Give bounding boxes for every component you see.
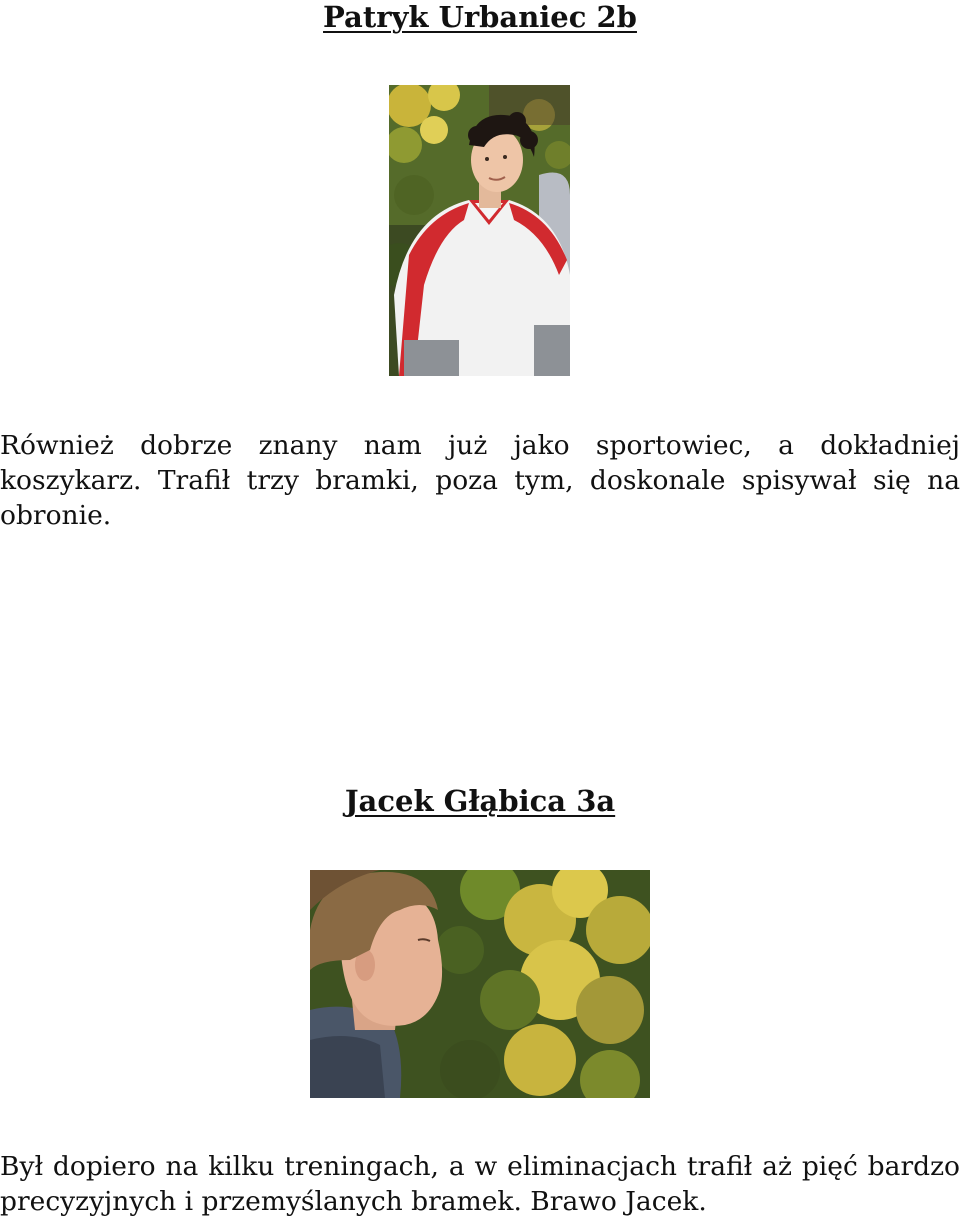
section-text-jacek: Był dopiero na kilku treningach, a w eliminacjach trafił aż pięć bardzo precyzyjnych i przemyślanych bramek. Brawo Jacek. [0, 1151, 960, 1217]
section-text-patryk: Również dobrze znany nam już jako sportowiec, a dokładniej koszykarz. Trafił trzy bramki, poza tym, doskonale spisywał się na obronie. [0, 430, 960, 531]
section-title-jacek: Jacek Głąbica 3a [344, 784, 616, 818]
section-title-patryk: Patryk Urbaniec 2b [323, 0, 637, 34]
photo-jacek-glabica [310, 870, 650, 1098]
photo-patryk-urbaniec [389, 85, 570, 376]
